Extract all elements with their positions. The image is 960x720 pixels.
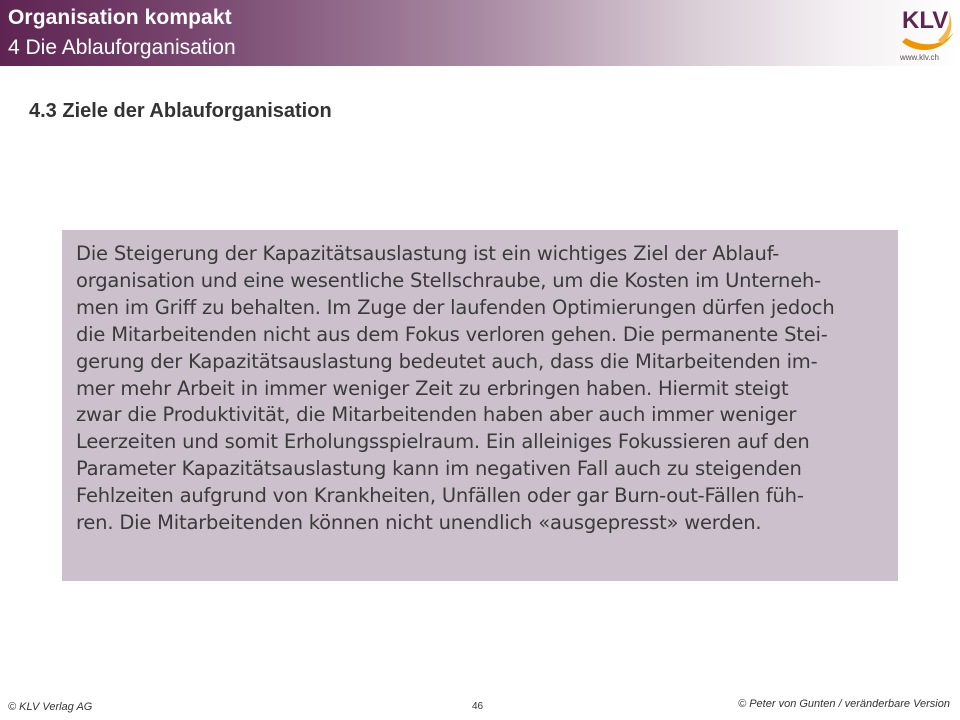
- klv-logo-icon: [898, 2, 956, 56]
- text-line: Fehlzeiten aufgrund von Krankheiten, Unfällen oder gar Burn-out-Fällen füh-: [76, 484, 804, 508]
- text-line: gerung der Kapazitätsauslastung bedeutet auch, dass die Mitarbeitenden im-: [76, 349, 818, 373]
- text-line: men im Griff zu behalten. Im Zuge der laufenden Optimierungen dürfen jedoch: [76, 295, 835, 319]
- section-heading: 4.3 Ziele der Ablauforganisation: [29, 100, 332, 122]
- logo-url: www.klv.ch: [900, 53, 939, 62]
- text-line: die Mitarbeitenden nicht aus dem Fokus verloren gehen. Die permanente Stei-: [76, 322, 828, 346]
- text-box: [62, 230, 898, 581]
- text-line: mer mehr Arbeit in immer weniger Zeit zu erbringen haben. Hiermit steigt: [76, 376, 789, 400]
- footer-publisher: © KLV Verlag AG: [8, 701, 93, 713]
- text-line: Leerzeiten und somit Erholungsspielraum. Ein alleiniges Fokussieren auf den: [76, 430, 810, 454]
- header-title: Organisation kompakt: [8, 6, 232, 29]
- text-line: zwar die Produktivität, die Mitarbeitenden haben aber auch immer weniger: [76, 403, 797, 427]
- header-subtitle: 4 Die Ablauforganisation: [8, 36, 236, 59]
- page-number: 46: [472, 701, 484, 712]
- text-line: Die Steigerung der Kapazitätsauslastung ist ein wichtiges Ziel der Ablauf-: [76, 242, 780, 265]
- footer-author: © Peter von Gunten / veränderbare Version: [738, 698, 950, 710]
- text-line: Parameter Kapazitätsauslastung kann im negativen Fall auch zu steigenden: [76, 457, 802, 481]
- text-line: ren. Die Mitarbeitenden können nicht unendlich «ausgepresst» werden.: [76, 511, 762, 535]
- logo-text: KLV: [902, 7, 949, 34]
- text-line: organisation und eine wesentliche Stellschraube, um die Kosten im Unterneh-: [76, 268, 822, 292]
